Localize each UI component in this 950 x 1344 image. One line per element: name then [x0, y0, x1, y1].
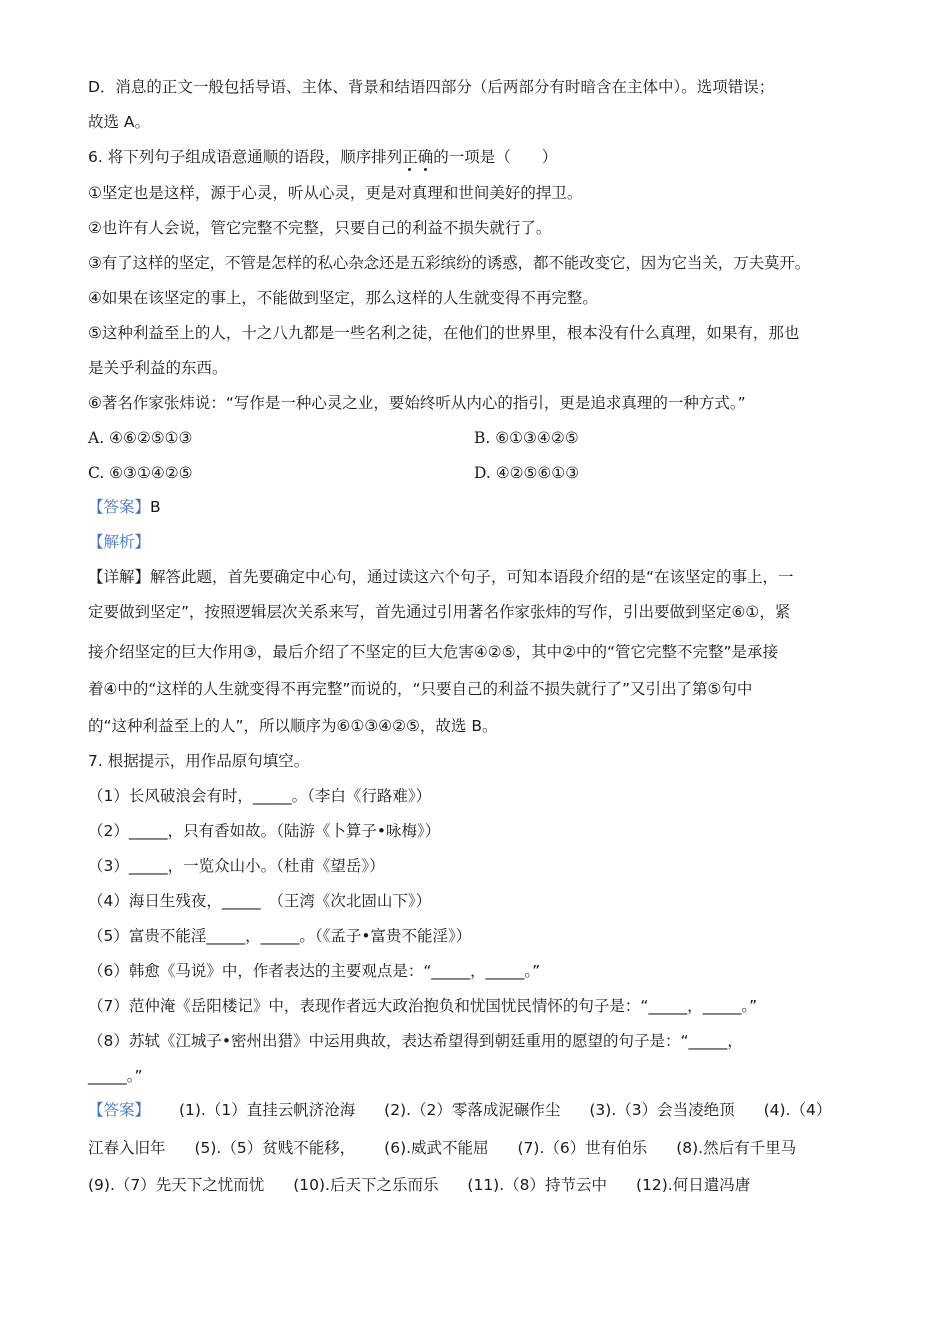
option-d-explanation: D．消息的正文一般包括导语、主体、背景和结语四部分（后两部分有时暗含在主体中）。选项错误； — [88, 78, 775, 96]
q6-detail-line-1: 【详解】解答此题，首先要确定中心句，通过读这六个句子，可知本语段介绍的是“在该坚定的事上，一 — [88, 568, 794, 586]
q6-sentence-2: ②也许有人会说，管它完整不完整，只要自己的利益不损失就行了。 — [88, 219, 552, 237]
q6-option-d: D. ④②⑤⑥①③ — [474, 464, 580, 482]
q7-item-7: （7）范仲淹《岳阳楼记》中，表现作者远大政治抱负和忧国忧民情怀的句子是：“_____，_____。” — [88, 997, 758, 1015]
q7-item-6: （6）韩愈《马说》中，作者表达的主要观点是：“_____，_____。” — [88, 962, 541, 980]
answer-text: 江春入旧年 — [88, 1139, 166, 1157]
answer-text: 威武不能屈 — [411, 1139, 489, 1157]
answer-text: 然后有千里马 — [703, 1139, 797, 1157]
q7-stem: 7. 根据提示，用作品原句填空。 — [88, 752, 310, 770]
q6-sentence-1: ①坚定也是这样，源于心灵，听从心灵，更是对真理和世间美好的捍卫。 — [88, 184, 583, 202]
q6-detail-line-2: 定要做到坚定”，按照逻辑层次关系来写，首先通过引用著名作家张炜的写作，引出要做到坚定⑥①，紧 — [88, 603, 791, 621]
q6-option-a: A. ④⑥②⑤①③ — [88, 429, 193, 447]
answer-tag: 【答案】 — [88, 1101, 151, 1119]
q7-item-4: （4）海日生残夜，_____ （王湾《次北固山下》） — [88, 892, 432, 910]
answer-number: (12). — [635, 1176, 673, 1194]
answer-text: （7）先天下之忧而忧 — [114, 1176, 265, 1194]
q6-option-c: C. ⑥③①④②⑤ — [88, 464, 193, 482]
answer-text: （8）持节云中 — [504, 1176, 608, 1194]
q7-item-5: （5）富贵不能淫_____，_____。（《孟子•富贵不能淫》） — [88, 927, 472, 945]
conclusion-line: 故选 A。 — [88, 113, 151, 131]
answer-number: (7). — [517, 1139, 545, 1157]
answer-number: (2). — [384, 1101, 412, 1119]
q7-item-8-cont: _____。” — [88, 1067, 143, 1085]
q6-sentence-5: ⑤这种利益至上的人，十之八九都是一些名利之徒，在他们的世界里，根本没有什么真理，如果有，那也 — [88, 324, 800, 342]
q6-option-b: B. ⑥①③④②⑤ — [474, 429, 579, 447]
answer-text: （1）直挂云帆济沧海 — [205, 1101, 356, 1119]
emphasis-dot-char: 确 — [417, 148, 434, 166]
q6-detail-line-4: 着④中的“这样的人生就变得不再完整”而说的，“只要自己的利益不损失就行了”又引出了第⑤句中 — [88, 680, 753, 698]
analysis-tag: 【解析】 — [88, 533, 151, 551]
q7-answer-line-2 — [88, 1138, 796, 1158]
q7-item-1: （1）长风破浪会有时，_____。（李白《行路难》） — [88, 787, 432, 805]
q6-sentence-4: ④如果在该坚定的事上，不能做到坚定，那么这样的人生就变得不再完整。 — [88, 289, 598, 307]
q6-stem-text-b: 的一项是（ ） — [433, 148, 558, 166]
q7-answer-line-1 — [88, 1100, 831, 1120]
answer-text: （3）会当凌绝顶 — [616, 1101, 735, 1119]
answer-number: (5). — [194, 1139, 222, 1157]
answer-number: (3). — [589, 1101, 617, 1119]
q6-stem-text-a: 6. 将下列句子组成语意通顺的语段，顺序排列 — [88, 148, 403, 166]
q6-detail-line-5: 的“这种利益至上的人”，所以顺序为⑥①③④②⑤，故选 B。 — [88, 717, 498, 735]
answer-number: (10). — [293, 1176, 330, 1194]
answer-text: （5）贫贱不能移， — [221, 1139, 356, 1157]
q6-sentence-6: ⑥著名作家张炜说：“写作是一种心灵之业，要始终听从内心的指引，更是追求真理的一种方式。” — [88, 394, 746, 412]
q6-stem — [88, 147, 557, 167]
q7-answer-line-3 — [88, 1175, 750, 1195]
q7-item-8: （8）苏轼《江城子•密州出猎》中运用典故，表达希望得到朝廷重用的愿望的句子是：“_____， — [88, 1032, 743, 1050]
answer-text: （4） — [790, 1101, 832, 1119]
answer-text: 何日遣冯唐 — [672, 1176, 751, 1194]
answer-text: （6）世有伯乐 — [544, 1139, 648, 1157]
emphasis-dot-char: 正 — [402, 148, 418, 166]
answer-number: (11). — [467, 1176, 505, 1194]
q7-item-3: （3）_____，一览众山小。（杜甫《望岳》） — [88, 857, 385, 875]
answer-number: (9). — [88, 1176, 115, 1194]
answer-number: (4). — [763, 1101, 791, 1119]
q6-detail-line-3: 接介绍坚定的巨大作用③，最后介绍了不坚定的巨大危害④②⑤，其中②中的“管它完整不完整”是承接 — [88, 643, 779, 661]
answer-text: （2）零落成泥碾作尘 — [411, 1101, 561, 1119]
q6-answer-value: B — [150, 498, 161, 516]
answer-text: 后天下之乐而乐 — [329, 1176, 439, 1194]
q7-item-2: （2）_____，只有香如故。（陆游《卜算子•咏梅》） — [88, 822, 441, 840]
q6-answer-line — [88, 497, 161, 517]
q6-sentence-5-cont: 是关乎利益的东西。 — [88, 359, 228, 377]
answer-number: (8). — [676, 1139, 704, 1157]
q6-sentence-3: ③有了这样的坚定，不管是怎样的私心杂念还是五彩缤纷的诱惑，都不能改变它，因为它当关，万夫莫开。 — [88, 254, 811, 272]
answer-tag: 【答案】 — [88, 498, 151, 516]
answer-number: (6). — [384, 1139, 412, 1157]
answer-number: (1). — [178, 1101, 206, 1119]
